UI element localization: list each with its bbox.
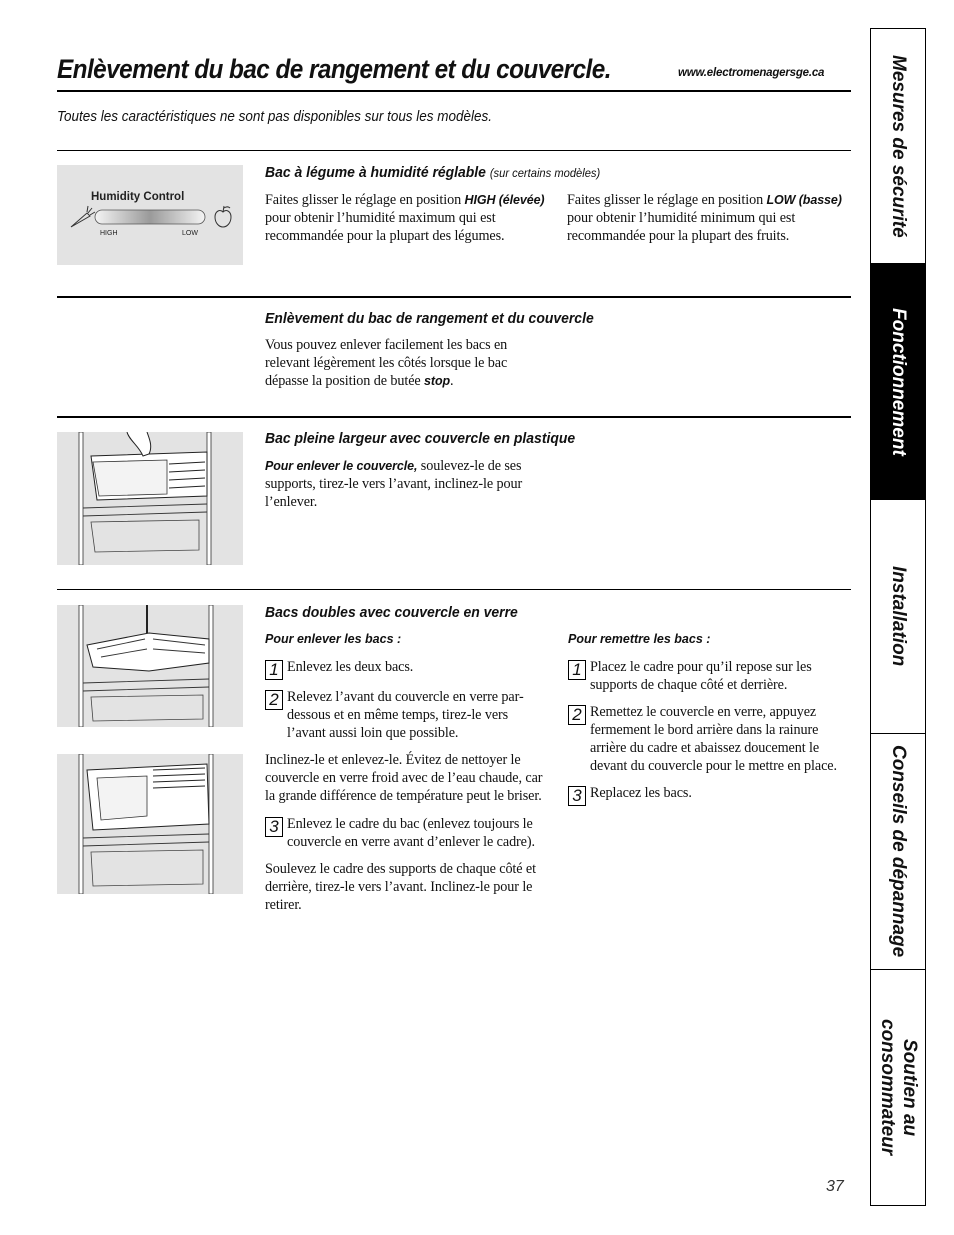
remove-step-3 — [265, 815, 550, 851]
tab-fonctionnement[interactable]: Fonctionnement — [871, 264, 925, 500]
tab-mesures-de-securite[interactable]: Mesures de sécurité — [871, 29, 925, 264]
step-text: Placez le cadre pour qu’il repose sur les supports de chaque côté et derrière. — [590, 659, 812, 693]
section-divider — [57, 416, 851, 418]
replace-step-1 — [568, 658, 844, 694]
section-divider — [57, 296, 851, 298]
title-rule — [57, 90, 851, 92]
humidity-control-image — [57, 165, 243, 265]
remove-bins-heading: Pour enlever les bacs : — [265, 632, 402, 646]
humidity-low-text: Faites glisser le réglage en position LOW (basse) pour obtenir l’humidité minimum qui est recommandée pour la plupart des fruits. — [567, 192, 842, 244]
step-text: Enlevez le cadre du bac (enlevez toujours le couvercle en verre avant d’enlever le cadre). — [287, 816, 535, 850]
replace-step-3 — [568, 784, 844, 806]
remove-step-1 — [265, 658, 550, 680]
step-number: 1 — [265, 660, 283, 680]
humidity-high-text: Faites glisser le réglage en position HIGH (élevée) pour obtenir l’humidité maximum qui est recommandée pour la plupart des légumes. — [265, 192, 545, 244]
step-number: 2 — [265, 690, 283, 710]
full-width-text: Pour enlever le couvercle, soulevez-le de ses supports, tirez-le vers l’avant, inclinez-le pour l’enlever. — [265, 458, 523, 510]
replace-steps — [568, 658, 844, 806]
page-number: 37 — [826, 1178, 844, 1195]
replace-bins-heading: Pour remettre les bacs : — [568, 632, 711, 646]
humidity-heading: Bac à légume à humidité réglable (sur certains modèles) — [265, 164, 601, 181]
step-number: 3 — [568, 786, 586, 806]
double-bins-image-2 — [57, 754, 243, 894]
remove-paragraph-1: Inclinez-le et enlevez-le. Évitez de nettoyer le couvercle en verre froid avec de l’eau chaude, car la grande différence de température peut le briser. — [265, 752, 543, 804]
humidity-slider-track — [95, 210, 205, 224]
step-text: Enlevez les deux bacs. — [287, 659, 414, 675]
humidity-heading-note: (sur certains modèles) — [489, 166, 601, 180]
website-url: www.electromenagersge.ca — [678, 67, 825, 79]
section-divider — [57, 150, 851, 151]
humidity-control-label: Humidity Control — [91, 191, 185, 203]
step-number: 2 — [568, 705, 586, 725]
tab-soutien-au-consommateur[interactable]: Soutien au consommateur — [877, 1019, 920, 1156]
low-label: LOW — [182, 230, 198, 237]
carrot-icon — [71, 206, 95, 227]
section-tabs — [870, 28, 926, 1206]
double-bins-heading: Bacs doubles avec couvercle en verre — [265, 604, 518, 621]
step-number: 3 — [265, 817, 283, 837]
step-text: Relevez l’avant du couvercle en verre par-dessous et en même temps, tirez-le vers l’avant aussi loin que possible. — [287, 689, 524, 741]
step-text: Replacez les bacs. — [590, 785, 692, 801]
tab-conseils-de-depannage[interactable]: Conseils de dépannage — [871, 734, 925, 970]
removal-text: Vous pouvez enlever facilement les bacs en relevant légèrement les côtés lorsque le bac dépasse la position de butée stop. — [265, 337, 508, 389]
step-number: 1 — [568, 660, 586, 680]
removal-heading: Enlèvement du bac de rangement et du couvercle — [265, 310, 594, 327]
full-width-heading: Bac pleine largeur avec couvercle en plastique — [265, 430, 576, 447]
section-divider — [57, 589, 851, 590]
double-bins-image-1 — [57, 605, 243, 727]
remove-paragraph-2: Soulevez le cadre des supports de chaque côté et derrière, tirez-le vers l’avant. Inclinez-le pour le retirer. — [265, 861, 536, 913]
apple-icon — [215, 206, 231, 227]
remove-step-2 — [265, 688, 550, 742]
high-label: HIGH — [100, 230, 118, 237]
replace-step-2 — [568, 703, 844, 775]
tab-installation[interactable]: Installation — [871, 500, 925, 734]
remove-steps — [265, 658, 550, 914]
page-title: Enlèvement du bac de rangement et du couvercle. — [57, 54, 611, 84]
step-text: Remettez le couvercle en verre, appuyez fermement le bord arrière dans la rainure arrière du cadre et abaissez doucement le devant du couvercle pour le mettre en place. — [590, 704, 837, 774]
availability-note: Toutes les caractéristiques ne sont pas disponibles sur tous les modèles. — [57, 109, 493, 125]
full-width-bin-image — [57, 432, 243, 565]
